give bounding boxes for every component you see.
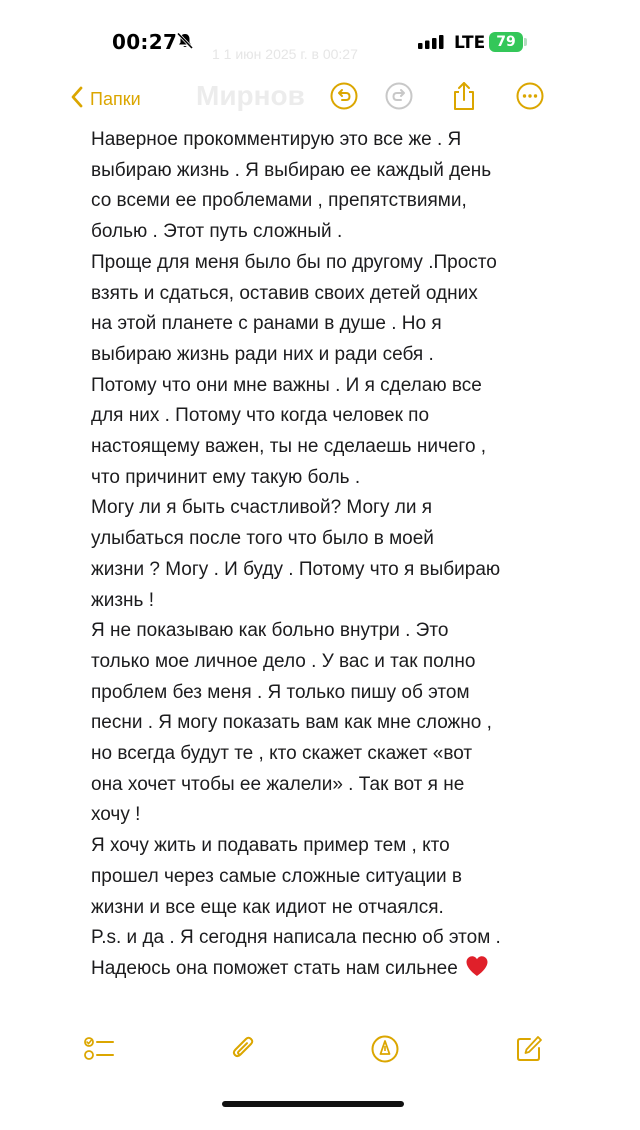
back-button-label: Папки xyxy=(90,88,141,109)
note-line: Я не показываю как больно внутри . Это xyxy=(91,620,449,642)
share-button[interactable] xyxy=(448,82,480,114)
note-line: песни . Я могу показать вам как мне сложно , xyxy=(91,712,492,734)
checklist-icon xyxy=(83,1034,115,1069)
redo-button[interactable] xyxy=(383,82,415,114)
note-line: для них . Потому что когда человек по xyxy=(91,405,430,427)
status-time: 00:27 xyxy=(112,30,178,54)
more-icon xyxy=(515,81,545,116)
redo-icon xyxy=(384,81,414,116)
note-line: Могу ли я быть счастливой? Могу ли я xyxy=(91,497,433,519)
note-line: жизнь ! xyxy=(91,589,154,611)
note-line-text: Надеюсь она поможет стать нам сильнее xyxy=(91,957,458,979)
bell-slash-icon xyxy=(176,32,194,55)
note-line: жизни ? Могу . И буду . Потому что я выбираю xyxy=(91,558,501,580)
heart-icon xyxy=(465,955,489,988)
note-line: взять и сдаться, оставив своих детей одних xyxy=(91,282,478,304)
markup-button[interactable] xyxy=(368,1034,402,1068)
note-line: только мое личное дело . У вас и так полно xyxy=(91,650,476,672)
status-bar xyxy=(0,0,640,80)
note-body[interactable] xyxy=(91,125,561,988)
home-indicator[interactable] xyxy=(222,1101,404,1107)
paperclip-icon xyxy=(228,1033,258,1070)
note-line: выбираю жизнь . Я выбираю ее каждый день xyxy=(91,159,492,181)
undo-icon xyxy=(329,81,359,116)
note-line: но всегда будут те , кто скажет скажет «вот xyxy=(91,743,473,765)
compose-button[interactable] xyxy=(512,1034,546,1068)
note-line: она хочет чтобы ее жалели» . Так вот я не xyxy=(91,773,465,795)
note-line: жизни и все еще как идиот не отчаялся. xyxy=(91,896,444,918)
undo-button[interactable] xyxy=(328,82,360,114)
note-line: Проще для меня было бы по другому .Просто xyxy=(91,251,497,273)
more-button[interactable] xyxy=(514,82,546,114)
note-line: настоящему важен, ты не сделаешь ничего , xyxy=(91,436,487,458)
note-line-last xyxy=(91,954,561,988)
compose-icon xyxy=(514,1034,544,1069)
note-line: прошел через самые сложные ситуации в xyxy=(91,865,462,887)
note-line: на этой планете с ранами в душе . Но я xyxy=(91,313,442,335)
note-line: проблем без меня . Я только пишу об этом xyxy=(91,681,470,703)
ghost-note-date: 1 1 июн 2025 г. в 00:27 xyxy=(212,46,358,62)
attach-button[interactable] xyxy=(226,1034,260,1068)
note-line: болью . Этот путь сложный . xyxy=(91,221,343,243)
note-line: P.s. и да . Я сегодня написала песню об этом . xyxy=(91,927,501,949)
note-line: Наверное прокомментирую это все же . Я xyxy=(91,129,462,150)
markup-icon xyxy=(370,1034,400,1069)
back-button[interactable] xyxy=(70,84,141,114)
network-label: LTE xyxy=(454,33,486,53)
ghost-note-title: Мирнов xyxy=(196,80,305,111)
signal-icon xyxy=(418,35,446,54)
share-icon xyxy=(450,80,478,117)
battery-indicator: 79 xyxy=(489,32,523,52)
note-line: улыбаться после того что было в моей xyxy=(91,528,434,550)
checklist-button[interactable] xyxy=(82,1034,116,1068)
note-line: Я хочу жить и подавать пример тем , кто xyxy=(91,835,450,857)
chevron-left-icon xyxy=(70,85,84,114)
note-line: со всеми ее проблемами , препятствиями, xyxy=(91,190,467,212)
note-line: что причинит ему такую боль . xyxy=(91,466,361,488)
note-line: выбираю жизнь ради них и ради себя . xyxy=(91,343,434,365)
battery-tip xyxy=(524,38,527,46)
note-line: Потому что они мне важны . И я сделаю все xyxy=(91,374,482,396)
note-line: хочу ! xyxy=(91,804,141,826)
